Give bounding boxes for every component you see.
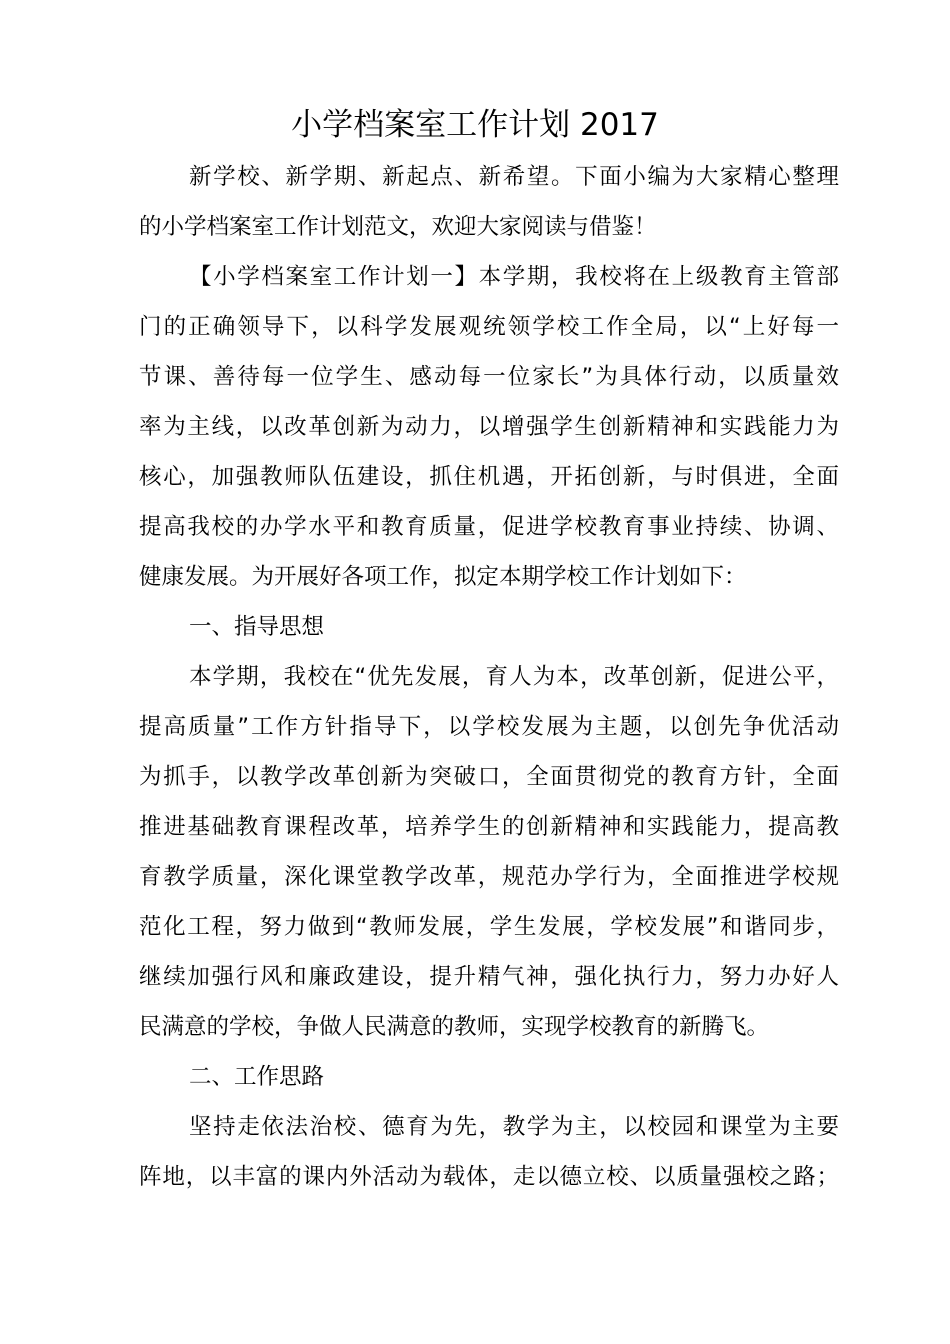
paragraph-line: 阵地，以丰富的课内外活动为载体，走以德立校、以质量强校之路； [139, 1164, 839, 1190]
paragraph-line: 民满意的学校，争做人民满意的教师，实现学校教育的新腾飞。 [139, 1014, 770, 1040]
section-heading: 一、指导思想 [189, 614, 325, 640]
paragraph-line: 范化工程，努力做到“教师发展，学生发展，学校发展”和谐同步， [139, 914, 839, 940]
paragraph-line: 提高质量”工作方针指导下，以学校发展为主题，以创先争优活动 [139, 714, 839, 740]
section-heading: 二、工作思路 [189, 1064, 325, 1090]
paragraph-line: 门的正确领导下，以科学发展观统领学校工作全局，以“上好每一 [139, 314, 839, 340]
paragraph-line: 核心，加强教师队伍建设，抓住机遇，开拓创新，与时俱进，全面 [139, 464, 839, 490]
paragraph-line: 【小学档案室工作计划一】本学期，我校将在上级教育主管部 [189, 264, 839, 290]
paragraph-line: 新学校、新学期、新起点、新希望。下面小编为大家精心整理 [189, 164, 839, 190]
paragraph-line: 健康发展。为开展好各项工作，拟定本期学校工作计划如下： [139, 564, 747, 590]
paragraph-line: 继续加强行风和廉政建设，提升精气神，强化执行力，努力办好人 [139, 964, 839, 990]
paragraph-line: 为抓手，以教学改革创新为突破口，全面贯彻党的教育方针，全面 [139, 764, 839, 790]
paragraph-line: 本学期，我校在“优先发展，育人为本，改革创新，促进公平， [189, 664, 839, 690]
document-title: 小学档案室工作计划 2017 [291, 107, 659, 143]
paragraph-line: 育教学质量，深化课堂教学改革，规范办学行为，全面推进学校规 [139, 864, 839, 890]
document-body [139, 152, 839, 1202]
paragraph-line: 提高我校的办学水平和教育质量，促进学校教育事业持续、协调、 [139, 514, 839, 540]
paragraph-line: 的小学档案室工作计划范文，欢迎大家阅读与借鉴！ [139, 214, 657, 240]
paragraph-line: 推进基础教育课程改革，培养学生的创新精神和实践能力，提高教 [139, 814, 839, 840]
paragraph-line: 坚持走依法治校、德育为先，教学为主，以校园和课堂为主要 [189, 1114, 839, 1140]
paragraph-line: 节课、善待每一位学生、感动每一位家长”为具体行动，以质量效 [139, 364, 839, 390]
paragraph-line: 率为主线，以改革创新为动力，以增强学生创新精神和实践能力为 [139, 414, 839, 440]
